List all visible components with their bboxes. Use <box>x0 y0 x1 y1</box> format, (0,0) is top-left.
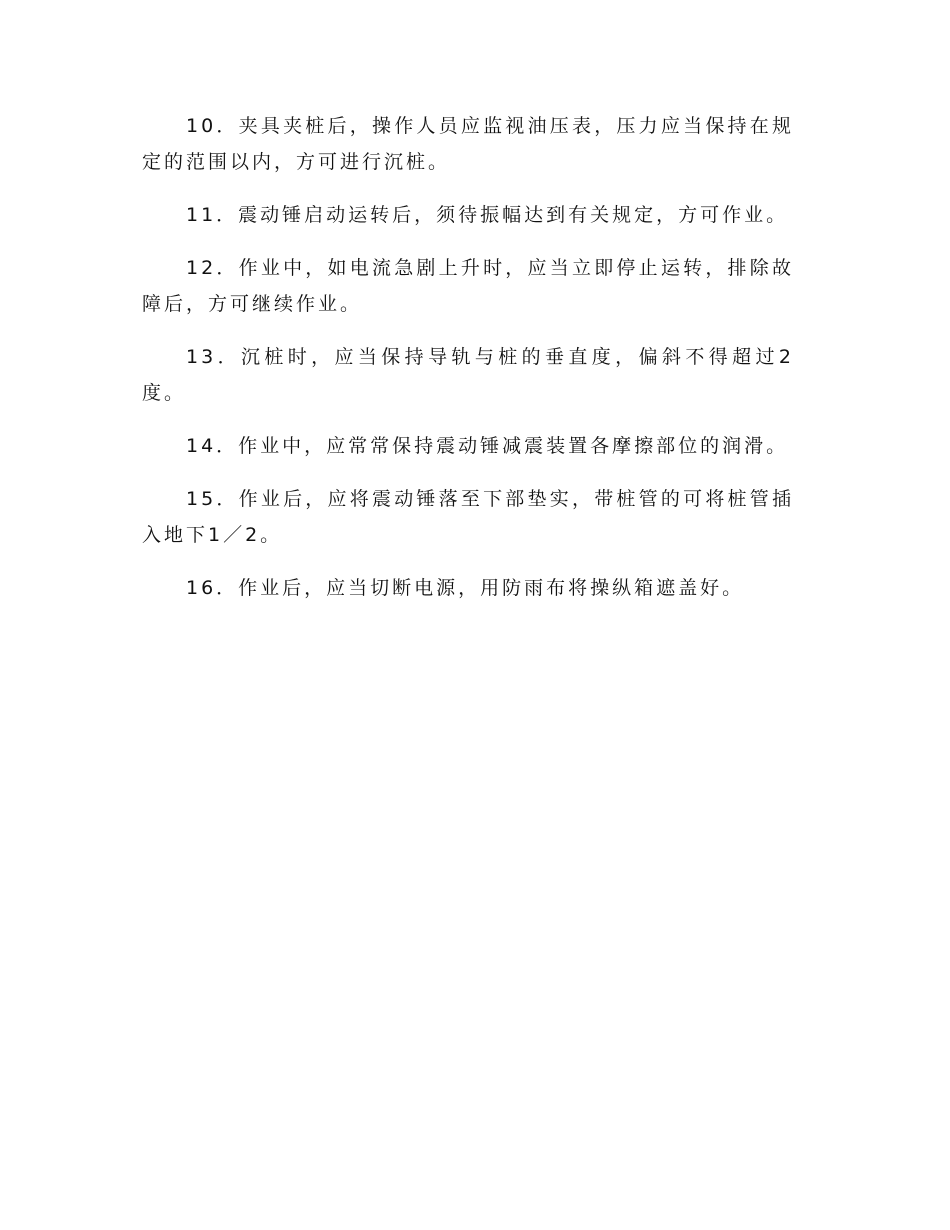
paragraph-item-11: 11．震动锤启动运转后，须待振幅达到有关规定，方可作业。 <box>186 204 789 226</box>
document-body <box>142 108 794 623</box>
paragraph-item-10: 10．夹具夹桩后，操作人员应监视油压表，压力应当保持在规定的范围以内，方可进行沉桩。 <box>142 115 794 173</box>
paragraph-item-16: 16．作业后，应当切断电源，用防雨布将操纵箱遮盖好。 <box>186 577 745 599</box>
paragraph-item-15: 15．作业后，应将震动锤落至下部垫实，带桩管的可将桩管插入地下1／2。 <box>142 488 794 546</box>
paragraph-item-13: 13．沉桩时，应当保持导轨与桩的垂直度，偏斜不得超过2度。 <box>142 346 794 404</box>
paragraph-item-12: 12．作业中，如电流急剧上升时，应当立即停止运转，排除故障后，方可继续作业。 <box>142 257 794 315</box>
paragraph-item-14: 14．作业中，应常常保持震动锤减震装置各摩擦部位的润滑。 <box>186 435 789 457</box>
